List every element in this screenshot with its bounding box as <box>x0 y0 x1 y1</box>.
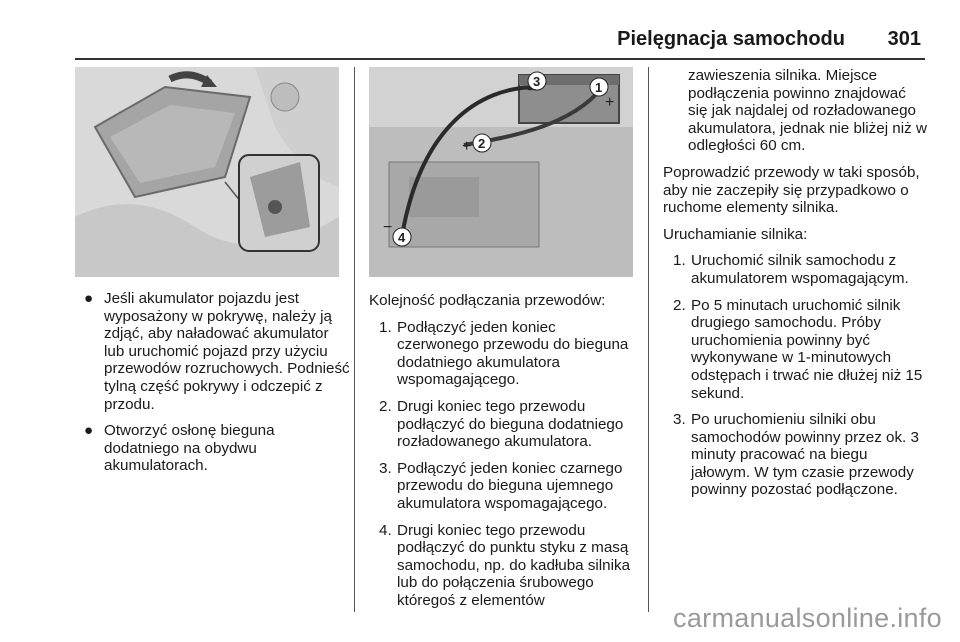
bullet-item <box>75 290 350 413</box>
svg-text:−: − <box>383 219 393 236</box>
bullet-text: Otworzyć osłonę bieguna dodatniego na obydwu akumulatorach. <box>104 422 275 475</box>
jump-start-figure <box>369 67 633 277</box>
battery-cover-figure <box>75 67 339 277</box>
continued-step-text: zawieszenia silnika. Miejsce podłączenia powinno znajdować się jak najdalej od rozładowanego akumulatora, jednak nie bliżej niż w odległości 60 cm. <box>688 67 927 155</box>
svg-text:+: + <box>605 94 615 111</box>
step-item: 1. Podłączyć jeden koniec czerwonego przewodu do bieguna dodatniego akumulatora wspomagającego. <box>379 318 629 389</box>
column-divider-1 <box>354 67 355 612</box>
page-title: Pielęgnacja samochodu <box>617 28 845 50</box>
step-item: 3. Podłączyć jeden koniec czarnego przewodu do bieguna ujemnego akumulatora wspomagającego. <box>379 459 623 512</box>
step-text: Drugi koniec tego przewodu podłączyć do bieguna dodatniego rozładowanego akumulatora. <box>397 397 624 451</box>
figure-label-4: 4 <box>398 230 406 245</box>
step-item: 4. Drugi koniec tego przewodu podłączyć do punktu styku z masą samochodu, np. do kadłuba silnika lub do połączenia śrubowego któregoś z elementów <box>379 521 631 609</box>
watermark: carmanualsonline.info <box>673 603 942 633</box>
bullet-item <box>75 422 350 475</box>
figure-label-2: 2 <box>478 136 486 151</box>
step-item: 1. Uruchomić silnik samochodu z akumulatorem wspomagającym. <box>673 252 909 287</box>
page-header <box>75 22 925 60</box>
battery-cover-illustration <box>75 67 339 277</box>
column-3 <box>663 67 927 508</box>
step-text: Po 5 minutach uruchomić silnik drugiego samochodu. Próby uruchomienia powinny być wykonywane w 1-minutowych odstępach i trwać nie dłużej niż 15 sekund. <box>691 296 923 402</box>
routing-paragraph: Poprowadzić przewody w taki sposób, aby nie zaczepiły się przypadkowo o ruchome elementy silnika. <box>663 163 920 217</box>
column-divider-2 <box>648 67 649 612</box>
step-text: Podłączyć jeden koniec czerwonego przewodu do bieguna dodatniego akumulatora wspomagającego. <box>397 318 629 389</box>
figure-label-1: 1 <box>595 80 603 95</box>
figure-label-3: 3 <box>533 74 541 89</box>
svg-text:+: + <box>462 138 472 155</box>
engine-start-heading: Uruchamianie silnika: <box>663 225 808 243</box>
step-text: Drugi koniec tego przewodu podłączyć do punktu styku z masą samochodu, np. do kadłuba silnika lub do połączenia śrubowego któregoś z elementów <box>397 521 631 609</box>
jump-start-illustration <box>369 67 633 277</box>
page-number: 301 <box>887 28 921 50</box>
svg-text:−: − <box>527 82 537 99</box>
step-item: 2. Drugi koniec tego przewodu podłączyć do bieguna dodatniego rozładowanego akumulatora. <box>379 397 624 451</box>
connection-order-heading: Kolejność podłączania przewodów: <box>369 292 606 309</box>
step-text: Podłączyć jeden koniec czarnego przewodu do bieguna ujemnego akumulatora wspomagającego. <box>397 459 623 512</box>
bullet-dot: ● <box>84 422 94 440</box>
step-text: Po uruchomieniu silniki obu samochodów powinny przez ok. 3 minuty pracować na biegu jałowym. W tym czasie przewody powinny pozostać podłączone. <box>691 411 919 499</box>
step-text: Uruchomić silnik samochodu z akumulatorem wspomagającym. <box>691 252 909 287</box>
step-item: 2. Po 5 minutach uruchomić silnik drugiego samochodu. Próby uruchomienia powinny być wykonywane w 1-minutowych odstępach i trwać nie dłużej niż 15 sekund. <box>673 296 923 402</box>
column-2 <box>369 292 641 619</box>
bullet-text: Jeśli akumulator pojazdu jest wyposażony w pokrywę, należy ją zdjąć, aby naładować akumulator lub uruchomić pojazd przy użyciu przewodów rozruchowych. Podnieść tylną część pokrywy i odczepić z przodu. <box>104 290 350 413</box>
column-1 <box>75 290 350 484</box>
step-item: 3. Po uruchomieniu silniki obu samochodów powinny przez ok. 3 minuty pracować na biegu jałowym. W tym czasie przewody powinny pozostać podłączone. <box>673 411 919 499</box>
bullet-dot: ● <box>84 290 94 307</box>
